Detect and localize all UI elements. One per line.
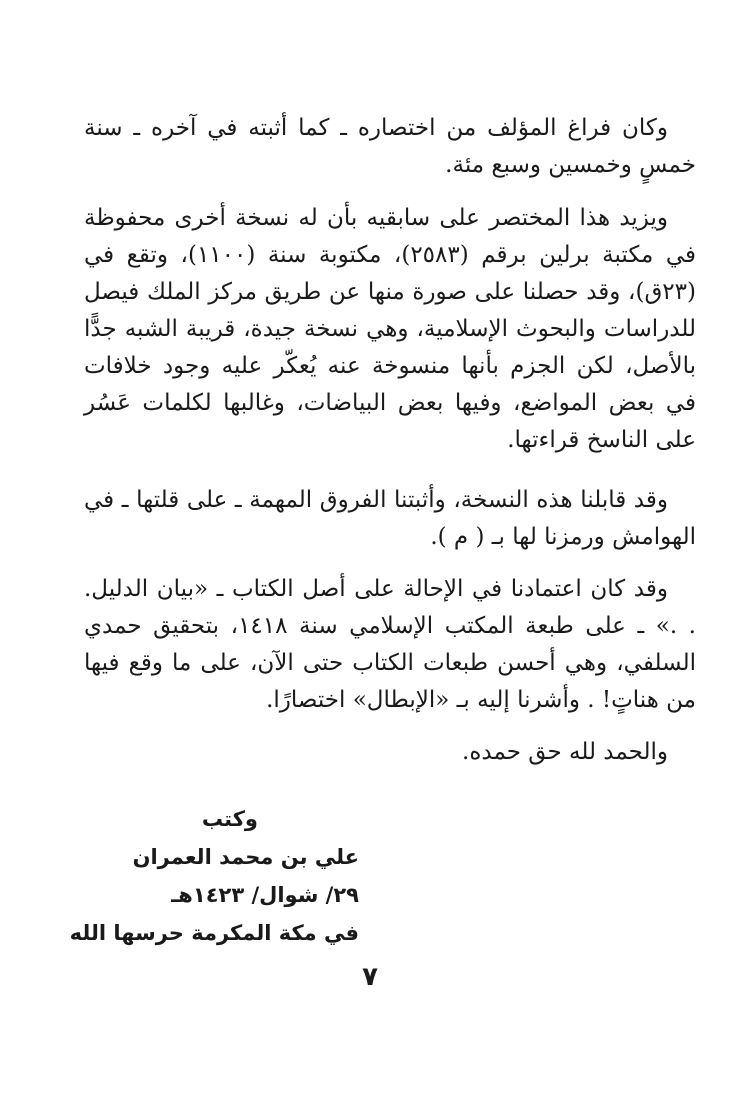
signature-author-name: علي بن محمد العمران <box>132 845 359 869</box>
paragraph-reference-edition <box>84 571 696 719</box>
paragraph-completion-date <box>84 110 696 184</box>
signature-place: في مكة المكرمة حرسها الله <box>69 921 359 945</box>
paragraph-text: وقد كان اعتمادنا في الإحالة على أصل الكتاب ـ «بيان الدليل. . .» ـ على طبعة المكتب الإسلامي سنة ١٤١٨، بتحقيق حمدي السلفي، وهي أحسن طبعات الكتاب حتى الآن، على ما وقع فيها من هناتٍ! . وأشرنا إليه بـ «الإبطال» اختصارًا. <box>84 576 696 713</box>
paragraph-text: وكان فراغ المؤلف من اختصاره ـ كما أثبته في آخره ـ سنة خمسٍ وخمسين وسبع مئة. <box>84 115 696 178</box>
paragraph-text: ويزيد هذا المختصر على سابقيه بأن له نسخة أخرى محفوظة في مكتبة برلين برقم (٢٥٨٣)، مكتوبة سنة (١١٠٠)، وتقع في (٢٣ق)، وقد حصلنا على صورة منها عن طريق مركز الملك فيصل للدراسات والبحوث الإسلامية، وهي نسخة جيدة، قريبة الشبه جدًّا بالأصل، لكن الجزم بأنها منسوخة عنه يُعكّر عليه وجود خلافات في بعض المواضع، وفيها بعض البياضات، وغالبها لكلمات عَسُر على الناسخ قراءتها. <box>84 205 697 453</box>
paragraph-text: والحمد لله حق حمده. <box>462 739 668 765</box>
paragraph-collation <box>84 482 696 556</box>
signature-date: ٢٩/ شوال/ ١٤٢٣هـ <box>171 883 359 907</box>
paragraph-text: وقد قابلنا هذه النسخة، وأثبتنا الفروق المهمة ـ على قلتها ـ في الهوامش ورمزنا لها بـ ( م ). <box>84 487 696 550</box>
page-number: ٧ <box>362 962 378 992</box>
paragraph-praise <box>84 734 696 771</box>
signature-intro: وكتب <box>201 807 258 831</box>
paragraph-berlin-manuscript <box>84 200 696 459</box>
